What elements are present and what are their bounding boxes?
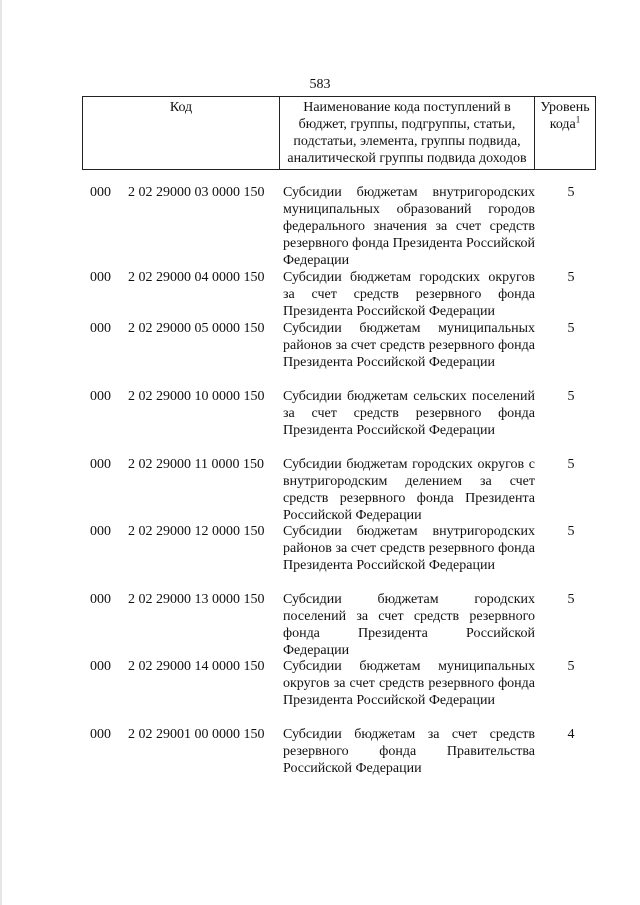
row-name: Субсидии бюджетам за счет средств резервного фонда Правительства Российской Федерации [283,727,535,776]
row-name: Субсидии бюджетам городских округов за счет средств резервного фонда Президента Российской Федерации [283,270,535,319]
row-budget-code: 2 02 29000 13 0000 150 [128,592,265,607]
header-name-label: Наименование кода поступлений в бюджет, группы, подгруппы, статьи, подстатьи, элемента, группы подвида, аналитической группы подвида доходов [287,100,527,166]
row-budget-code: 2 02 29000 05 0000 150 [128,321,265,336]
table-row [82,591,607,658]
row-level: 5 [567,389,575,404]
row-level: 5 [567,659,575,674]
row-budget-code: 2 02 29000 03 0000 150 [128,185,265,200]
row-admin-code: 000 [90,592,111,607]
table-row [82,184,607,269]
table-row [82,269,607,320]
row-level: 5 [567,592,575,607]
table-row [82,456,607,523]
row-admin-code: 000 [90,185,111,200]
header-name-cell [280,97,535,170]
page-number: 583 [309,77,331,92]
row-name: Субсидии бюджетам внутригородских муниципальных образований городов федерального значения за счет средств резервного фонда Президента Российской Федерации [283,185,535,268]
table-row [82,320,607,388]
row-name: Субсидии бюджетам городских поселений за счет средств резервного фонда Президента Российской Федерации [283,592,535,658]
row-level: 5 [567,457,575,472]
row-admin-code: 000 [90,321,111,336]
row-budget-code: 2 02 29000 10 0000 150 [128,389,265,404]
row-level: 5 [567,321,575,336]
row-budget-code: 2 02 29000 14 0000 150 [128,659,265,674]
header-code-label: Код [169,100,193,115]
table-row [82,658,607,726]
header-code-cell [83,97,280,170]
row-budget-code: 2 02 29000 11 0000 150 [128,457,264,472]
row-admin-code: 000 [90,389,111,404]
table-body [82,184,607,777]
row-name: Субсидии бюджетам муниципальных районов за счет средств резервного фонда Президента Российской Федерации [283,321,535,370]
row-admin-code: 000 [90,727,111,742]
row-admin-code: 000 [90,659,111,674]
header-level-cell [535,97,596,170]
header-level-label: Уровень кода [540,100,590,132]
row-admin-code: 000 [90,270,111,285]
header-level-footnote: 1 [575,114,581,125]
row-level: 4 [567,727,575,742]
row-name: Субсидии бюджетам сельских поселений за счет средств резервного фонда Президента Российской Федерации [283,389,535,438]
table-row [82,523,607,591]
row-admin-code: 000 [90,457,111,472]
row-budget-code: 2 02 29000 04 0000 150 [128,270,265,285]
table-row [82,388,607,456]
row-level: 5 [567,185,575,200]
row-budget-code: 2 02 29001 00 0000 150 [128,727,265,742]
page-edge-shadow [0,0,2,905]
row-name: Субсидии бюджетам муниципальных округов за счет средств резервного фонда Президента Российской Федерации [283,659,535,708]
row-name: Субсидии бюджетам городских округов с внутригородским делением за счет средств резервного фонда Президента Российской Федерации [283,457,535,523]
row-budget-code: 2 02 29000 12 0000 150 [128,524,265,539]
row-admin-code: 000 [90,524,111,539]
table-row [82,726,607,777]
row-level: 5 [567,270,575,285]
row-level: 5 [567,524,575,539]
row-name: Субсидии бюджетам внутригородских районов за счет средств резервного фонда Президента Российской Федерации [283,524,535,573]
table-header [82,96,596,170]
